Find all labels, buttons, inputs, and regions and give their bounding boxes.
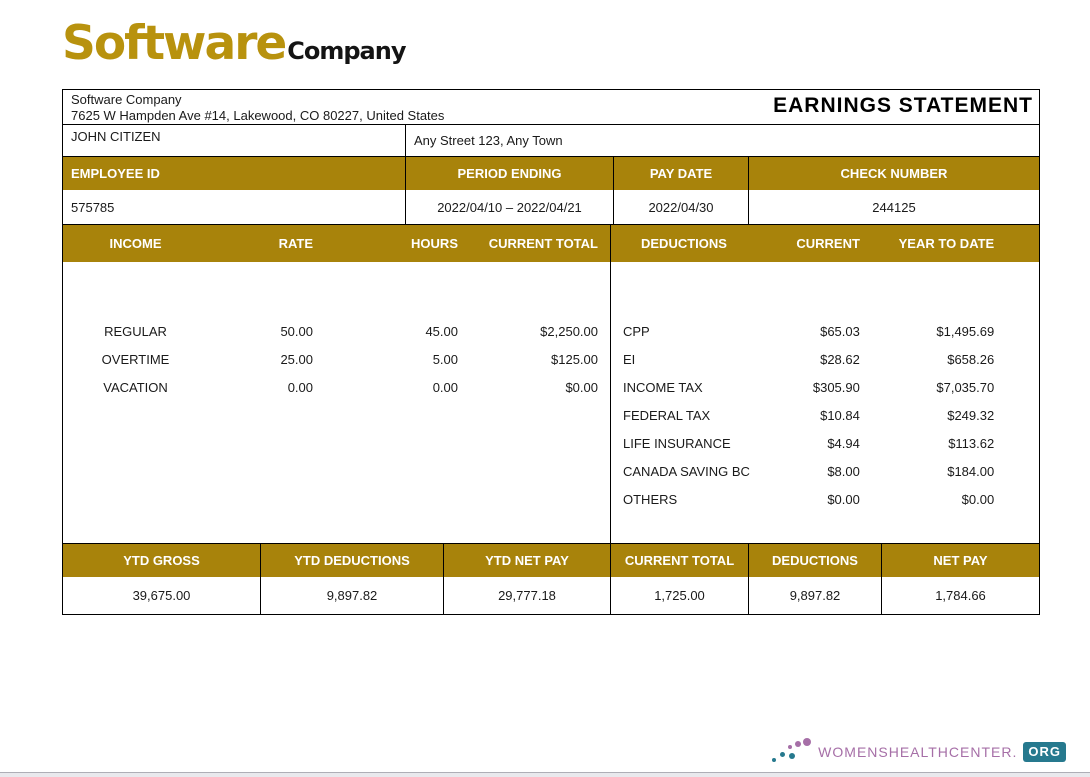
- deduction-label: CPP: [623, 323, 650, 339]
- deduction-row: [611, 373, 1039, 401]
- bottom-divider-bar: [0, 772, 1090, 777]
- year-to-date-header: YEAR TO DATE: [898, 236, 995, 251]
- income-header: INCOME: [109, 236, 162, 251]
- employee-name: JOHN CITIZEN: [63, 125, 406, 156]
- current-header: CURRENT: [796, 236, 860, 251]
- id-header-row: [63, 157, 1039, 190]
- deduction-row: [611, 485, 1039, 513]
- deduction-ytd: $249.32: [947, 407, 995, 423]
- deduction-ytd: $1,495.69: [936, 323, 995, 339]
- deduction-current: $10.84: [820, 407, 860, 423]
- deduction-row: [611, 457, 1039, 485]
- deduction-label: LIFE INSURANCE: [623, 435, 731, 451]
- income-hours: 45.00: [425, 323, 458, 339]
- deduction-current: $0.00: [827, 491, 860, 507]
- current-total-summary-header: CURRENT TOTAL: [611, 544, 749, 577]
- pay-date-value: 2022/04/30: [614, 190, 749, 224]
- deduction-current: $65.03: [820, 323, 860, 339]
- period-ending-header: PERIOD ENDING: [406, 157, 614, 190]
- deduction-label: INCOME TAX: [623, 379, 703, 395]
- company-address: 7625 W Hampden Ave #14, Lakewood, CO 80227, United States: [71, 108, 445, 123]
- deduction-label: OTHERS: [623, 491, 678, 507]
- deduction-row: [611, 345, 1039, 373]
- current-total-summary-value: 1,725.00: [611, 577, 749, 614]
- income-rate: 25.00: [280, 351, 313, 367]
- income-list: [63, 262, 611, 543]
- deduction-ytd: $658.26: [947, 351, 995, 367]
- ytd-gross-header: YTD GROSS: [63, 544, 261, 577]
- deduction-ytd: $113.62: [948, 435, 995, 451]
- watermark-text: WOMENSHEALTHCENTER.: [818, 743, 1018, 760]
- deductions-header: DEDUCTIONS: [641, 236, 727, 251]
- company-name: Software Company: [71, 92, 182, 107]
- deduction-row: [611, 401, 1039, 429]
- logo-primary-text: Software: [62, 16, 286, 71]
- company-info-row: [63, 90, 1039, 125]
- current-total-header: CURRENT TOTAL: [488, 236, 598, 251]
- earnings-body: [63, 262, 1039, 544]
- company-logo: [62, 18, 405, 70]
- site-watermark: [770, 738, 1066, 765]
- income-row: [63, 345, 610, 373]
- income-label: REGULAR: [104, 323, 167, 339]
- net-pay-value: 1,784.66: [935, 588, 986, 603]
- employee-id-header: EMPLOYEE ID: [63, 157, 406, 190]
- deduction-ytd: $184.00: [947, 463, 995, 479]
- hours-header: HOURS: [411, 236, 458, 251]
- deduction-current: $4.94: [827, 435, 860, 451]
- income-row: [63, 317, 610, 345]
- deductions-summary-value: 9,897.82: [749, 577, 882, 614]
- income-label: OVERTIME: [101, 351, 170, 367]
- deduction-ytd: $7,035.70: [936, 379, 995, 395]
- deduction-current: $305.90: [812, 379, 860, 395]
- deduction-row: [611, 317, 1039, 345]
- income-row: [63, 373, 610, 401]
- employee-address: Any Street 123, Any Town: [414, 133, 563, 148]
- deduction-current: $28.62: [820, 351, 860, 367]
- summary-values-row: [63, 577, 1039, 614]
- summary-header-row: [63, 544, 1039, 577]
- net-pay-header: NET PAY: [933, 553, 988, 568]
- employee-row: [63, 125, 1039, 157]
- income-hours: 5.00: [432, 351, 458, 367]
- income-hours: 0.00: [432, 379, 458, 395]
- ytd-deductions-header: YTD DEDUCTIONS: [261, 544, 444, 577]
- check-number-value: 244125: [872, 199, 916, 215]
- income-total: $125.00: [551, 351, 598, 367]
- statement-document: [62, 89, 1040, 615]
- deduction-label: EI: [623, 351, 636, 367]
- employee-id-value: 575785: [63, 190, 406, 224]
- ytd-net-pay-value: 29,777.18: [444, 577, 611, 614]
- check-number-header: CHECK NUMBER: [840, 166, 948, 181]
- id-values-row: [63, 190, 1039, 225]
- ytd-gross-value: 39,675.00: [63, 577, 261, 614]
- deduction-label: FEDERAL TAX: [623, 407, 711, 423]
- deduction-row: [611, 429, 1039, 457]
- period-ending-value: 2022/04/10 – 2022/04/21: [406, 190, 614, 224]
- ytd-deductions-value: 9,897.82: [261, 577, 444, 614]
- statement-title: EARNINGS STATEMENT: [773, 94, 1033, 117]
- rate-header: RATE: [278, 236, 313, 251]
- income-label: VACATION: [103, 379, 168, 395]
- income-rate: 50.00: [280, 323, 313, 339]
- deductions-summary-header: DEDUCTIONS: [749, 544, 882, 577]
- ytd-net-pay-header: YTD NET PAY: [444, 544, 611, 577]
- watermark-org-badge: ORG: [1023, 742, 1066, 762]
- income-total: $2,250.00: [540, 323, 598, 339]
- deduction-ytd: $0.00: [961, 491, 995, 507]
- earnings-header-row: [63, 225, 1039, 262]
- pay-date-header: PAY DATE: [614, 157, 749, 190]
- deduction-label: CANADA SAVING BC: [623, 463, 750, 479]
- income-total: $0.00: [565, 379, 598, 395]
- income-rate: 0.00: [287, 379, 313, 395]
- deductions-list: [611, 262, 1039, 543]
- dots-swoosh-icon: [770, 738, 812, 765]
- logo-secondary-text: Company: [287, 37, 406, 65]
- deduction-current: $8.00: [827, 463, 860, 479]
